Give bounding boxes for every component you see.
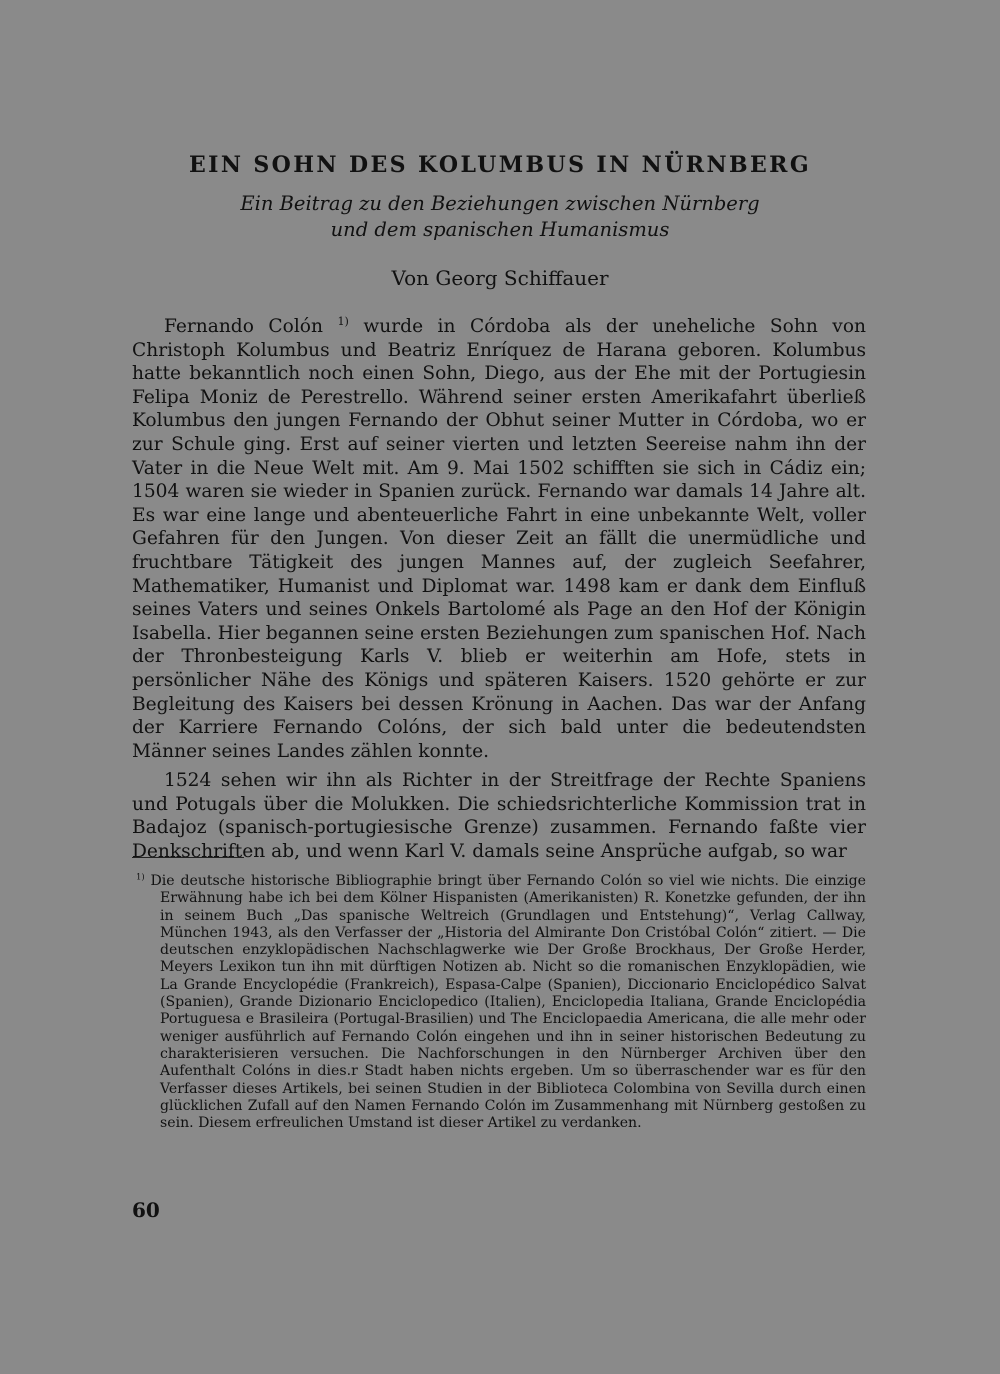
paragraph-1-start: Fernando Colón bbox=[164, 316, 338, 337]
article-subtitle-line-1: Ein Beitrag zu den Beziehungen zwischen Nürnberg bbox=[240, 192, 760, 215]
footnote-marker: 1) bbox=[136, 871, 145, 882]
body-paragraph-1 bbox=[132, 315, 866, 763]
footnote-reference: 1) bbox=[337, 314, 349, 328]
paragraph-1-rest: wurde in Córdoba als der uneheliche Sohn von Christoph Kolumbus und Beatriz Enríquez de Harana geboren. Kolumbus hatte bekanntlich noch einen Sohn, Diego, aus der Ehe mit der Portugiesin Felipa Moniz de Perestrello. Während seiner ersten Amerikafahrt überließ Kolumbus den jungen Fernando der Obhut seiner Mutter in Córdoba, wo er zur Schule ging. Erst auf seiner vierten und letzten Seereise nahm ihn der Vater in die Neue Welt mit. Am 9. Mai 1502 schifften sie sich in Cádiz ein; 1504 waren sie wieder in Spanien zurück. Fernando war damals 14 Jahre alt. Es war eine lange und abenteuerliche Fahrt in eine unbekannte Welt, voller Gefahren für den Jungen. Von dieser Zeit an fällt die unermüdliche und fruchtbare Tätigkeit des jungen Mannes auf, der zugleich Seefahrer, Mathematiker, Humanist und Diplomat war. 1498 kam er dank dem Einfluß seines Vaters und seines Onkels Bartolomé als Page an den Hof der Königin Isabella. Hier begannen seine ersten Beziehungen zum spanischen Hof. Nach der Thronbesteigung Karls V. blieb er weiterhin am Hofe, stets in persönlicher Nähe des Königs und späteren Kaisers. 1520 gehörte er zur Begleitung des Kaisers bei dessen Krönung in Aachen. Das war der Anfang der Karriere Fernando Colóns, der sich bald unter die bedeutendsten Männer seines Landes zählen konnte. bbox=[132, 316, 866, 762]
article-title: EIN SOHN DES KOLUMBUS IN NÜRNBERG bbox=[188, 152, 812, 178]
body-paragraph-2: 1524 sehen wir ihn als Richter in der Streitfrage der Rechte Spaniens und Potugals über die Molukken. Die schiedsrichterliche Kommission trat in Badajoz (spanisch-portugiesische Grenze) zusammen. Fernando faßte vier Denkschriften ab, und wenn Karl V. damals seine Ansprüche aufgab, so war bbox=[132, 770, 866, 863]
footnote-divider bbox=[132, 857, 244, 858]
article-body bbox=[132, 315, 866, 864]
footnote-text: Die deutsche historische Bibliographie bringt über Fernando Colón so viel wie nichts. Die einzige Erwähnung habe ich bei dem Kölner Hispanisten (Amerikanisten) R. Konetzke gefunden, der ihn in seinem Buch „Das spanische Weltreich (Grundlagen und Entstehung)“, Verlag Callway, München 1943, als den Verfasser der „Historia del Almirante Don Cristóbal Colón“ zitiert. — Die deutschen enzyklopädischen Nachschlagwerke wie Der Große Brockhaus, Der Große Herder, Meyers Lexikon tun ihn mit dürftigen Notizen ab. Nicht so die romanischen Enzyklopädien, wie La Grande Encyclopédie (Frankreich), Espasa-Calpe (Spanien), Diccionario Enciclopédico Salvat (Spanien), Grande Dizionario Enciclopedico (Italien), Enciclopedia Italiana, Grande Enciclopédia Portuguesa e Brasileira (Portugal-Brasilien) und The Enciclopaedia Americana, die alle mehr oder weniger ausführlich auf Fernando Colón eingehen und ihn in seiner historischen Bedeutung zu charakterisieren versuchen. Die Nachforschungen in den Nürnberger Archiven über den Aufenthalt Colóns in dies.r Stadt haben nichts ergeben. Um so überraschender war es für den Verfasser dieses Artikels, bei seinen Studien in der Biblioteca Colombina von Sevilla durch einen glücklichen Zufall auf den Namen Fernando Colón im Zusammenhang mit Nürnberg gestoßen zu sein. Diesem erfreulichen Umstand ist dieser Artikel zu verdanken. bbox=[144, 873, 866, 1132]
article-author: Von Georg Schiffauer bbox=[391, 266, 609, 290]
article-subtitle-line-2: und dem spanischen Humanismus bbox=[330, 218, 670, 241]
footnote bbox=[136, 873, 866, 1132]
footnote-content bbox=[136, 873, 866, 1132]
page-number: 60 bbox=[132, 1198, 160, 1222]
